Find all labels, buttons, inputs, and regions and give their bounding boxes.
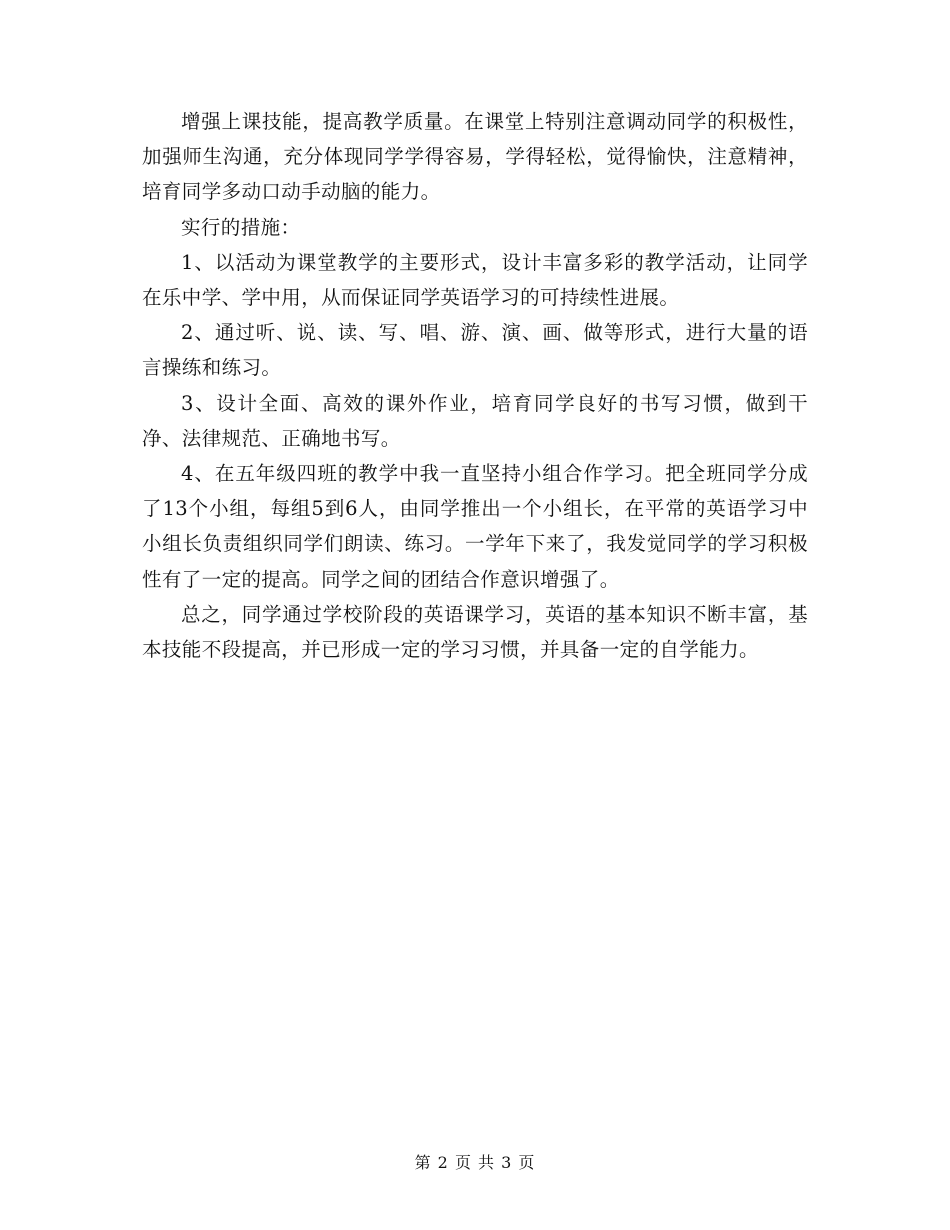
footer-total-pages: 3 [501,1153,513,1172]
paragraph-measure-3: 3、设计全面、高效的课外作业，培育同学良好的书写习惯，做到干净、法律规范、正确地书写。 [142,391,808,450]
page-number-footer [0,1152,950,1174]
footer-current-page: 2 [437,1153,449,1172]
document-body [142,104,808,667]
paragraph-measure-1: 1、以活动为课堂教学的主要形式，设计丰富多彩的教学活动，让同学在乐中学、学中用，从而保证同学英语学习的可持续性进展。 [142,250,808,310]
footer-middle: 页 共 [454,1153,496,1172]
paragraph-conclusion: 总之，同学通过学校阶段的英语课学习，英语的基本知识不断丰富，基本技能不段提高，并已形成一定的学习习惯，并具备一定的自学能力。 [142,602,808,662]
paragraph-measures-heading: 实行的措施： [181,215,301,239]
paragraph-measure-4: 4、在五年级四班的教学中我一直坚持小组合作学习。把全班同学分成了13个小组，每组5到6人，由同学推出一个小组长，在平常的英语学习中小组长负责组织同学们朗读、练习。一学年下来了，我发觉同学的学习积极性有了一定的提高。同学之间的团结合作意识增强了。 [142,462,808,591]
footer-suffix: 页 [518,1153,536,1172]
paragraph-teaching-quality: 增强上课技能，提高教学质量。在课堂上特别注意调动同学的积极性，加强师生沟通，充分体现同学学得容易，学得轻松，觉得愉快，注意精神，培育同学多动口动手动脑的能力。 [142,110,808,204]
paragraph-measure-2: 2、通过听、说、读、写、唱、游、演、画、做等形式，进行大量的语言操练和练习。 [142,321,808,380]
footer-prefix: 第 [414,1153,432,1172]
